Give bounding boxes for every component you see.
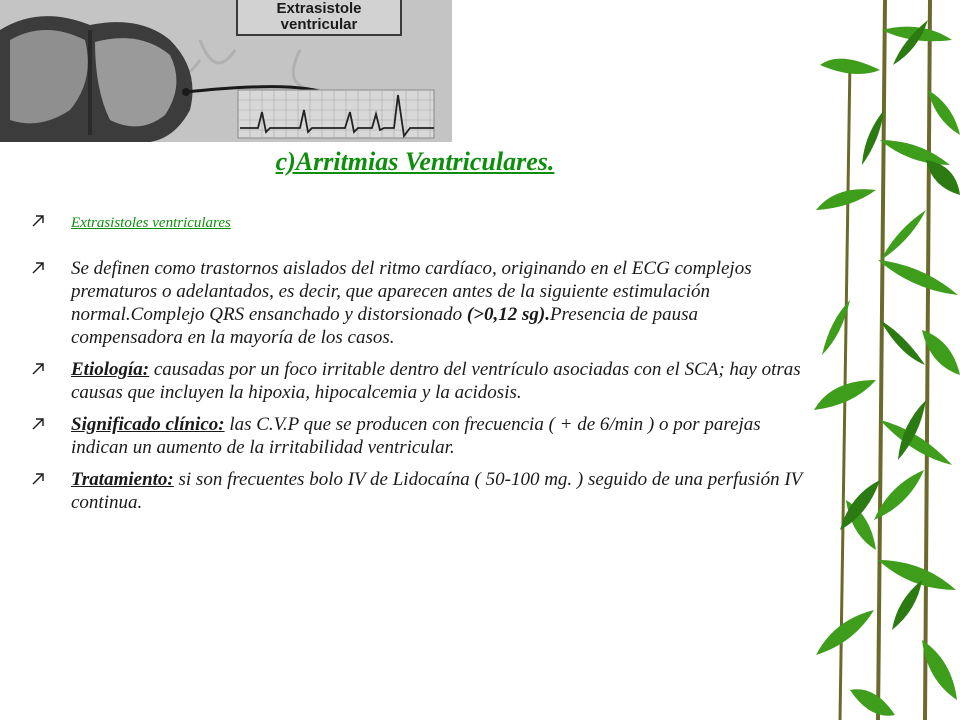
figure-label-line2: ventricular bbox=[280, 16, 358, 33]
bullet-arrow-icon bbox=[32, 363, 44, 375]
figure-label-line1: Extrasistole bbox=[276, 0, 362, 17]
tratamiento-term: Tratamiento: bbox=[71, 469, 174, 490]
subtitle-text: Extrasistoles ventriculares bbox=[71, 215, 231, 231]
bullet-subtitle bbox=[32, 212, 807, 235]
bullet-etiologia bbox=[32, 358, 807, 404]
significado-term: Significado clínico: bbox=[71, 414, 225, 435]
bullet-arrow-icon bbox=[32, 215, 44, 227]
bullet-significado bbox=[32, 413, 807, 459]
heart-ecg-figure bbox=[0, 0, 452, 142]
bullet-tratamiento bbox=[32, 468, 807, 514]
figure-label bbox=[236, 0, 402, 36]
significado-text: las C.V.P que se producen con frecuencia ( + de 6/min ) o por parejas indican un aumento de la irritabilidad ventricular. bbox=[71, 414, 761, 458]
bullet-arrow-icon bbox=[32, 418, 44, 430]
etiologia-text: causadas por un foco irritable dentro del ventrículo asociadas con el SCA; hay otras causas que incluyen la hipoxia, hipocalcemia y la acidosis. bbox=[71, 359, 801, 403]
tratamiento-text: si son frecuentes bolo IV de Lidocaína ( 50-100 mg. ) seguido de una perfusión IV continua. bbox=[71, 469, 802, 513]
bullet-arrow-icon bbox=[32, 262, 44, 274]
bullet-arrow-icon bbox=[32, 473, 44, 485]
definition-text-b: Presencia de pausa compensadora en la mayoría de los casos. bbox=[71, 304, 699, 348]
definition-text-a: Se definen como trastornos aislados del ritmo cardíaco, originando en el ECG complejos prematuros o adelantados, es decir, que aparecen antes de la siguiente estimulación normal.Complejo QRS ensanchado y distorsionado bbox=[71, 258, 752, 325]
definition-bold: (>0,12 sg). bbox=[466, 304, 550, 325]
bullet-definition bbox=[32, 257, 807, 349]
bamboo-decoration bbox=[810, 0, 960, 720]
slide-title: c)Arritmias Ventriculares. bbox=[275, 147, 555, 176]
bullet-list bbox=[32, 212, 807, 523]
etiologia-term: Etiología: bbox=[71, 359, 150, 380]
